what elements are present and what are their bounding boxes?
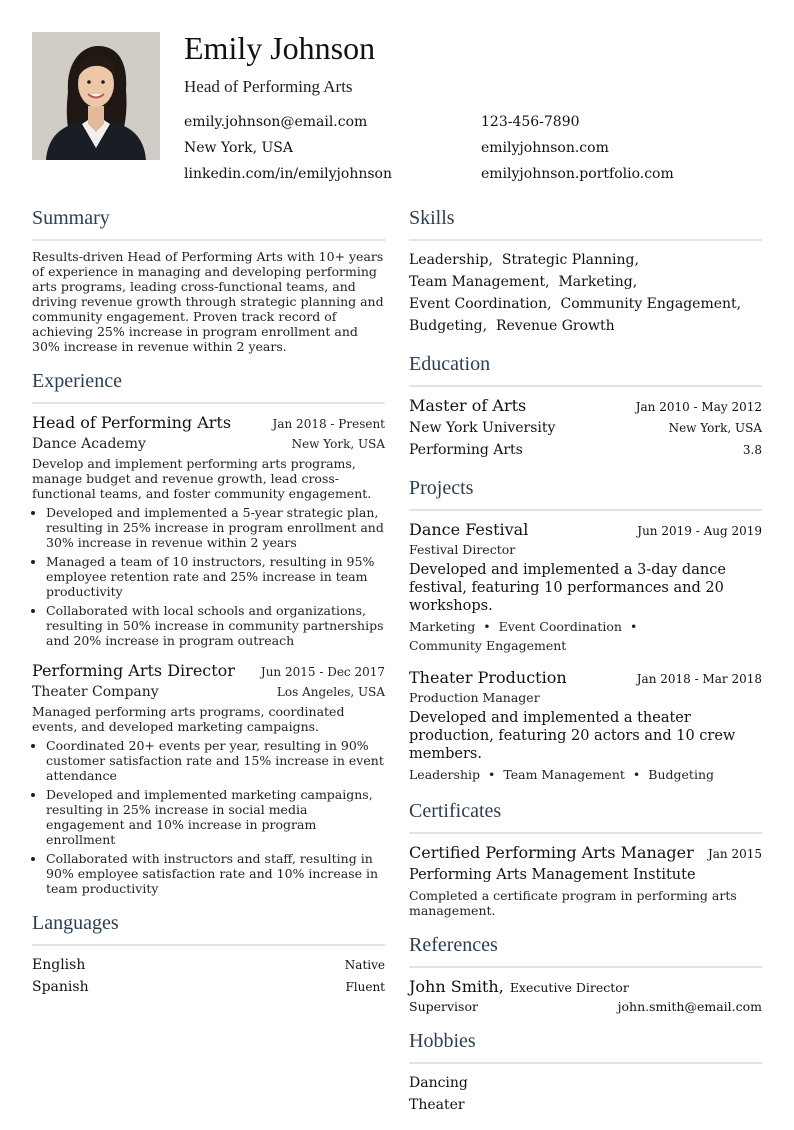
- list-item: • Collaborated with local schools and organizations, resulting in 50% increase in community partnerships and 20% increase in program outreach: [46, 603, 385, 648]
- skill-item: Team Management,: [409, 274, 550, 290]
- education-date: Jan 2010 - May 2012: [635, 400, 762, 414]
- list-item: • Developed and implemented marketing campaigns, resulting in 25% increase in social media engagement and 10% increase in program enrollment: [46, 787, 385, 847]
- section-title-skills: Skills: [409, 205, 762, 241]
- project-tags: [409, 617, 762, 655]
- references-section: [409, 932, 762, 1014]
- project-title: Dance Festival: [409, 520, 529, 539]
- job-date: Jan 2018 - Present: [272, 417, 385, 431]
- left-column: [32, 205, 385, 1012]
- section-title-experience: Experience: [32, 368, 385, 404]
- candidate-name: Emily Johnson: [184, 30, 376, 66]
- certificates-section: [409, 798, 762, 918]
- project-date: Jun 2019 - Aug 2019: [637, 524, 762, 538]
- certificate-date: Jan 2015: [707, 847, 762, 861]
- contact-phone[interactable]: 123-456-7890: [481, 114, 580, 130]
- skill-item: Community Engagement,: [560, 296, 742, 312]
- profile-photo: [32, 32, 160, 160]
- bullet-separator: •: [629, 619, 638, 634]
- list-item: • Coordinated 20+ events per year, resulting in 90% customer satisfaction rate and 15% increase in event attendance: [46, 738, 385, 783]
- reference-email[interactable]: john.smith@email.com: [617, 999, 762, 1014]
- candidate-headline: Head of Performing Arts: [184, 77, 353, 96]
- project-tag: Team Management: [503, 767, 625, 782]
- education-gpa: 3.8: [742, 443, 762, 457]
- project-tag: Marketing: [409, 619, 476, 634]
- education-section: [409, 351, 762, 461]
- list-item: • Developed and implemented a 5-year strategic plan, resulting in 25% increase in program enrollment and 30% increase in revenue within 2 years: [46, 505, 385, 550]
- reference-relationship: Supervisor: [409, 999, 478, 1014]
- skill-item: Budgeting,: [409, 318, 488, 334]
- contact-email[interactable]: emily.johnson@email.com: [184, 114, 368, 130]
- contact-portfolio[interactable]: emilyjohnson.portfolio.com: [481, 166, 674, 182]
- language-name: English: [32, 957, 86, 973]
- project-description: Developed and implemented a 3-day dance festival, featuring 10 performances and 20 workshops.: [409, 562, 726, 614]
- certificate-title: Certified Performing Arts Manager: [409, 843, 694, 862]
- certificate-org: Performing Arts Management Institute: [409, 867, 696, 883]
- project-item: [409, 519, 762, 655]
- project-tag: Community Engagement: [409, 638, 567, 653]
- bullet-separator: •: [483, 619, 491, 634]
- project-tags: [409, 765, 762, 784]
- reference-title: Executive Director: [509, 980, 629, 995]
- certificate-description: Completed a certificate program in performing arts management.: [409, 888, 737, 918]
- section-title-certificates: Certificates: [409, 798, 762, 834]
- section-title-education: Education: [409, 351, 762, 387]
- person-portrait-icon: [32, 32, 160, 160]
- project-role: Festival Director: [409, 542, 516, 557]
- project-title: Theater Production: [409, 668, 567, 687]
- hobby-item: Theater: [409, 1097, 465, 1113]
- job-location: New York, USA: [291, 437, 385, 451]
- languages-section: [32, 910, 385, 998]
- bullet-separator: •: [632, 767, 641, 782]
- right-column: [409, 205, 762, 1130]
- skills-line: [409, 293, 762, 315]
- job-location: Los Angeles, USA: [276, 685, 385, 699]
- section-title-hobbies: Hobbies: [409, 1028, 762, 1064]
- project-tag: Event Coordination: [498, 619, 622, 634]
- education-degree: Master of Arts: [409, 396, 527, 415]
- project-role: Production Manager: [409, 690, 540, 705]
- job-date: Jun 2015 - Dec 2017: [260, 665, 385, 679]
- experience-section: [32, 368, 385, 896]
- reference-name: John Smith,: [409, 977, 504, 996]
- skills-section: [409, 205, 762, 337]
- job-description: Develop and implement performing arts programs, manage budget and revenue growth, lead cross-functional teams, and foster community engagement.: [32, 456, 372, 501]
- skill-item: Marketing,: [558, 274, 638, 290]
- education-location: New York, USA: [668, 421, 762, 435]
- contact-website[interactable]: emilyjohnson.com: [481, 140, 609, 156]
- skill-item: Event Coordination,: [409, 296, 552, 312]
- summary-section: [32, 205, 385, 354]
- skills-line: [409, 271, 762, 293]
- project-description: Developed and implemented a theater production, featuring 20 actors and 10 crew members.: [409, 710, 736, 762]
- contact-linkedin[interactable]: linkedin.com/in/emilyjohnson: [184, 166, 392, 182]
- language-row: [32, 954, 385, 976]
- language-level: Native: [344, 958, 385, 972]
- job-company: Dance Academy: [32, 436, 146, 452]
- skills-line: [409, 315, 762, 337]
- contact-location: New York, USA: [184, 140, 293, 156]
- experience-item: [32, 412, 385, 648]
- hobby-item: Dancing: [409, 1075, 468, 1091]
- job-bullets: [32, 505, 385, 648]
- experience-item: [32, 660, 385, 896]
- project-tag: Budgeting: [648, 767, 714, 782]
- reference-header: [409, 976, 762, 999]
- section-title-projects: Projects: [409, 475, 762, 511]
- skill-item: Leadership,: [409, 252, 493, 268]
- language-level: Fluent: [345, 980, 385, 994]
- list-item: • Collaborated with instructors and staff, resulting in 90% employee satisfaction rate and 10% increase in team productivity: [46, 851, 385, 896]
- skill-item: Strategic Planning,: [501, 252, 639, 268]
- language-row: [32, 976, 385, 998]
- skill-item: Revenue Growth: [495, 318, 615, 334]
- job-company: Theater Company: [32, 684, 159, 700]
- projects-section: [409, 475, 762, 784]
- job-title: Head of Performing Arts: [32, 413, 232, 432]
- education-school: New York University: [409, 420, 556, 436]
- language-name: Spanish: [32, 979, 89, 995]
- section-title-references: References: [409, 932, 762, 968]
- job-title: Performing Arts Director: [32, 661, 235, 680]
- project-tag: Leadership: [409, 767, 480, 782]
- section-title-summary: Summary: [32, 205, 385, 241]
- bullet-separator: •: [488, 767, 496, 782]
- list-item: • Managed a team of 10 instructors, resulting in 95% employee retention rate and 25% increase in team productivity: [46, 554, 385, 599]
- job-description: Managed performing arts programs, coordinated events, and developed marketing campaigns.: [32, 704, 345, 734]
- summary-text: Results-driven Head of Performing Arts with 10+ years of experience in managing and developing performing arts programs, leading cross-functional teams, and driving revenue growth through strategic planning and community engagement. Proven track record of achieving 25% increase in program enrollment and 30% increase in revenue within 2 years.: [32, 249, 384, 354]
- project-item: [409, 667, 762, 784]
- project-date: Jan 2018 - Mar 2018: [636, 672, 762, 686]
- skills-line: [409, 249, 762, 271]
- hobbies-section: [409, 1028, 762, 1116]
- education-field: Performing Arts: [409, 442, 523, 458]
- section-title-languages: Languages: [32, 910, 385, 946]
- job-bullets: [32, 738, 385, 896]
